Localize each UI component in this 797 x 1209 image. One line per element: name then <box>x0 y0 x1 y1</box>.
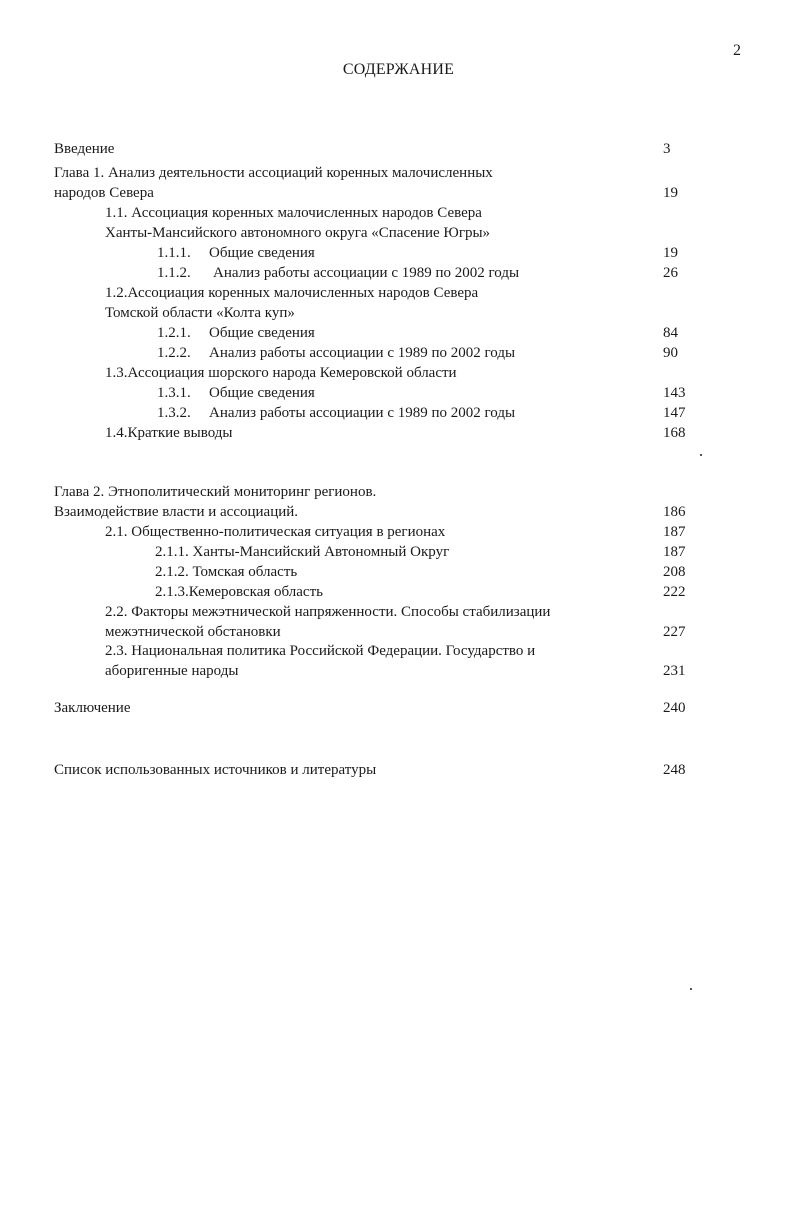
scan-speck <box>700 454 702 456</box>
toc-label: Анализ работы ассоциации с 1989 по 2002 годы <box>213 265 520 281</box>
toc-page: 187 <box>663 544 686 560</box>
toc-label-cont: аборигенные народы <box>105 663 239 679</box>
toc-label-cont: межэтнической обстановки <box>105 624 281 640</box>
toc-label-cont: Томской области «Колта куп» <box>105 305 295 321</box>
toc-label: 1.1. Ассоциация коренных малочисленных народов Севера <box>105 205 482 221</box>
toc-page: 90 <box>663 345 678 361</box>
toc-page: 231 <box>663 663 686 679</box>
toc-page: 3 <box>663 141 671 157</box>
toc-page: 26 <box>663 265 678 281</box>
toc-page: 168 <box>663 425 686 441</box>
toc-number: 1.2.1. <box>157 325 191 341</box>
toc-label: 2.1. Общественно-политическая ситуация в регионах <box>105 524 446 540</box>
toc-page: 208 <box>663 564 686 580</box>
toc-label: Заключение <box>54 700 131 716</box>
toc-label: 1.2.Ассоциация коренных малочисленных народов Севера <box>105 285 479 301</box>
toc-label: 1.3.Ассоциация шорского народа Кемеровской области <box>105 365 457 381</box>
toc-page: 248 <box>663 762 686 778</box>
page-number: 2 <box>733 42 741 59</box>
toc-label: 2.1.1. Ханты-Мансийский Автономный Округ <box>155 544 450 560</box>
toc-label: Общие сведения <box>209 325 315 341</box>
toc-label: 2.3. Национальная политика Российской Федерации. Государство и <box>105 643 536 659</box>
toc-page: 222 <box>663 584 686 600</box>
toc-label: Общие сведения <box>209 245 315 261</box>
page-title: СОДЕРЖАНИЕ <box>342 61 455 78</box>
toc-label: 2.1.3.Кемеровская область <box>155 584 323 600</box>
toc-label: 2.2. Факторы межэтнической напряженности. Способы стабилизации <box>105 604 551 620</box>
toc-page: 147 <box>663 405 686 421</box>
toc-label: Введение <box>54 141 115 157</box>
toc-label-cont: Ханты-Мансийского автономного округа «Спасение Югры» <box>105 225 491 241</box>
toc-label: 2.1.2. Томская область <box>155 564 298 580</box>
toc-label-cont: Взаимодействие власти и ассоциаций. <box>54 504 299 520</box>
toc-page: 84 <box>663 325 678 341</box>
toc-page: 19 <box>663 245 678 261</box>
toc-number: 1.3.2. <box>157 405 191 421</box>
toc-page: 187 <box>663 524 686 540</box>
toc-number: 1.2.2. <box>157 345 191 361</box>
toc-number: 1.1.1. <box>157 245 191 261</box>
toc-page: 186 <box>663 504 686 520</box>
toc-number: 1.3.1. <box>157 385 191 401</box>
scan-speck <box>690 988 692 990</box>
toc-label: Анализ работы ассоциации с 1989 по 2002 годы <box>209 405 516 421</box>
toc-page: 227 <box>663 624 686 640</box>
toc-label: Список использованных источников и литературы <box>54 762 377 778</box>
toc-label: Глава 2. Этнополитический мониторинг регионов. <box>54 484 377 500</box>
toc-number: 1.1.2. <box>157 265 191 281</box>
toc-label: Общие сведения <box>209 385 315 401</box>
toc-page: 240 <box>663 700 686 716</box>
toc-page: 143 <box>663 385 686 401</box>
toc-label: 1.4.Краткие выводы <box>105 425 233 441</box>
toc-page: 19 <box>663 185 678 201</box>
toc-label: Глава 1. Анализ деятельности ассоциаций коренных малочисленных <box>54 165 493 181</box>
toc-label: Анализ работы ассоциации с 1989 по 2002 годы <box>209 345 516 361</box>
toc-label-cont: народов Севера <box>54 185 154 201</box>
